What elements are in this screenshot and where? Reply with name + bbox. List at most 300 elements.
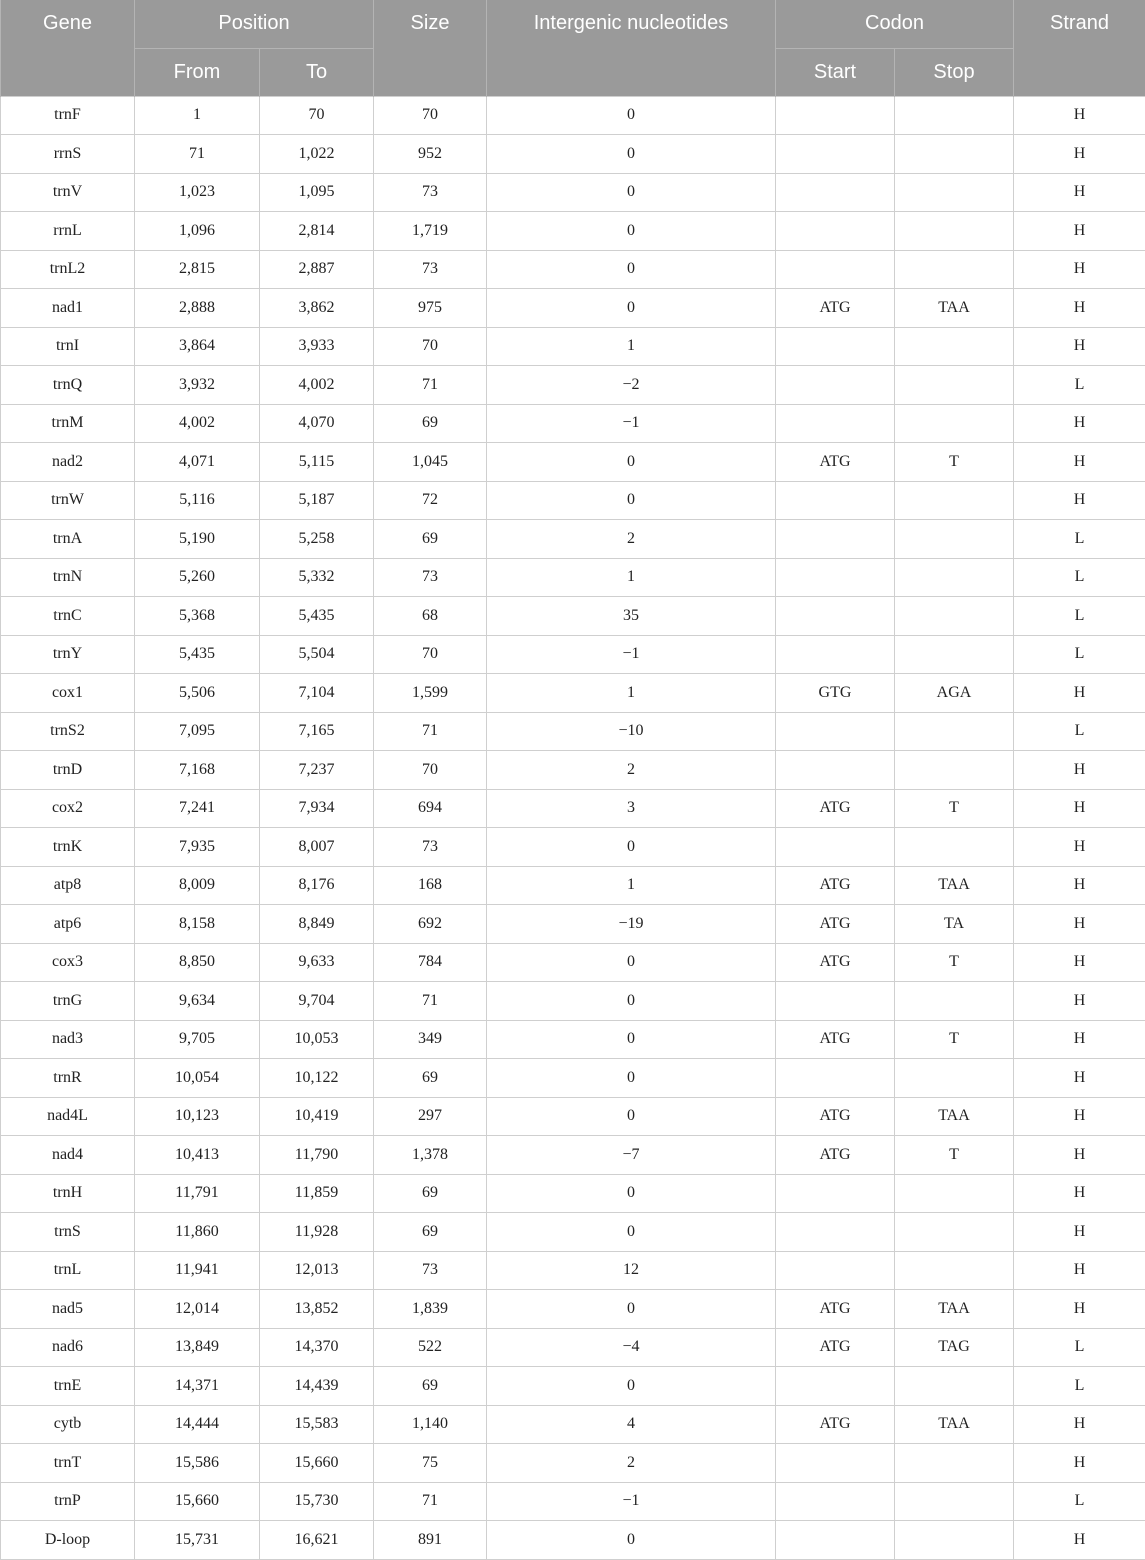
cell-from: 12,014 bbox=[135, 1290, 260, 1329]
cell-stop bbox=[895, 1174, 1014, 1213]
cell-size: 73 bbox=[374, 250, 487, 289]
cell-size: 297 bbox=[374, 1097, 487, 1136]
cell-size: 69 bbox=[374, 520, 487, 559]
cell-start bbox=[776, 558, 895, 597]
cell-stop: TAA bbox=[895, 1097, 1014, 1136]
cell-gene: trnR bbox=[1, 1059, 135, 1098]
table-row bbox=[1, 674, 1145, 713]
header-size: Size bbox=[374, 0, 487, 96]
cell-to: 1,022 bbox=[260, 135, 374, 174]
table-row bbox=[1, 1213, 1145, 1252]
cell-size: 952 bbox=[374, 135, 487, 174]
cell-from: 13,849 bbox=[135, 1328, 260, 1367]
cell-intergenic: 2 bbox=[487, 520, 776, 559]
cell-size: 73 bbox=[374, 173, 487, 212]
cell-intergenic: −10 bbox=[487, 712, 776, 751]
cell-intergenic: 0 bbox=[487, 1521, 776, 1560]
cell-intergenic: −1 bbox=[487, 635, 776, 674]
cell-strand: L bbox=[1014, 635, 1145, 674]
cell-stop: TAA bbox=[895, 1405, 1014, 1444]
header-position: Position bbox=[135, 0, 374, 48]
header-to: To bbox=[260, 48, 374, 96]
table-row bbox=[1, 481, 1145, 520]
table-row bbox=[1, 1405, 1145, 1444]
cell-stop bbox=[895, 135, 1014, 174]
cell-from: 2,815 bbox=[135, 250, 260, 289]
cell-size: 70 bbox=[374, 327, 487, 366]
cell-strand: L bbox=[1014, 1367, 1145, 1406]
cell-strand: H bbox=[1014, 1290, 1145, 1329]
cell-gene: trnA bbox=[1, 520, 135, 559]
cell-strand: H bbox=[1014, 250, 1145, 289]
cell-stop bbox=[895, 366, 1014, 405]
cell-intergenic: 35 bbox=[487, 597, 776, 636]
cell-start: ATG bbox=[776, 1097, 895, 1136]
table-row bbox=[1, 1097, 1145, 1136]
cell-size: 1,719 bbox=[374, 212, 487, 251]
cell-stop bbox=[895, 404, 1014, 443]
cell-gene: trnT bbox=[1, 1444, 135, 1483]
cell-from: 14,371 bbox=[135, 1367, 260, 1406]
header-start: Start bbox=[776, 48, 895, 96]
cell-intergenic: 0 bbox=[487, 828, 776, 867]
cell-to: 8,849 bbox=[260, 905, 374, 944]
table-row bbox=[1, 250, 1145, 289]
cell-stop bbox=[895, 558, 1014, 597]
cell-start bbox=[776, 327, 895, 366]
cell-gene: trnI bbox=[1, 327, 135, 366]
cell-from: 5,506 bbox=[135, 674, 260, 713]
cell-start bbox=[776, 96, 895, 135]
cell-size: 1,045 bbox=[374, 443, 487, 482]
cell-from: 1 bbox=[135, 96, 260, 135]
cell-start bbox=[776, 481, 895, 520]
cell-gene: nad2 bbox=[1, 443, 135, 482]
cell-gene: trnG bbox=[1, 982, 135, 1021]
cell-gene: trnM bbox=[1, 404, 135, 443]
cell-size: 168 bbox=[374, 866, 487, 905]
cell-stop bbox=[895, 520, 1014, 559]
cell-gene: nad4L bbox=[1, 1097, 135, 1136]
cell-from: 8,850 bbox=[135, 943, 260, 982]
table-row bbox=[1, 135, 1145, 174]
cell-to: 5,258 bbox=[260, 520, 374, 559]
cell-from: 5,368 bbox=[135, 597, 260, 636]
cell-from: 11,860 bbox=[135, 1213, 260, 1252]
cell-to: 9,704 bbox=[260, 982, 374, 1021]
cell-intergenic: 12 bbox=[487, 1251, 776, 1290]
cell-from: 7,241 bbox=[135, 789, 260, 828]
cell-strand: H bbox=[1014, 443, 1145, 482]
cell-strand: L bbox=[1014, 366, 1145, 405]
cell-size: 72 bbox=[374, 481, 487, 520]
cell-gene: trnP bbox=[1, 1482, 135, 1521]
cell-to: 7,104 bbox=[260, 674, 374, 713]
cell-strand: H bbox=[1014, 1251, 1145, 1290]
cell-gene: trnN bbox=[1, 558, 135, 597]
cell-stop bbox=[895, 481, 1014, 520]
cell-to: 14,439 bbox=[260, 1367, 374, 1406]
cell-gene: trnF bbox=[1, 96, 135, 135]
cell-start bbox=[776, 1444, 895, 1483]
cell-from: 10,123 bbox=[135, 1097, 260, 1136]
cell-stop bbox=[895, 1367, 1014, 1406]
cell-stop bbox=[895, 250, 1014, 289]
cell-gene: D-loop bbox=[1, 1521, 135, 1560]
table-row bbox=[1, 289, 1145, 328]
cell-strand: H bbox=[1014, 289, 1145, 328]
cell-size: 73 bbox=[374, 1251, 487, 1290]
cell-to: 70 bbox=[260, 96, 374, 135]
cell-to: 10,122 bbox=[260, 1059, 374, 1098]
table-row bbox=[1, 558, 1145, 597]
cell-gene: nad4 bbox=[1, 1136, 135, 1175]
cell-intergenic: 1 bbox=[487, 866, 776, 905]
cell-intergenic: 0 bbox=[487, 1020, 776, 1059]
cell-from: 4,071 bbox=[135, 443, 260, 482]
cell-stop: TA bbox=[895, 905, 1014, 944]
table-row bbox=[1, 1328, 1145, 1367]
cell-from: 2,888 bbox=[135, 289, 260, 328]
cell-to: 1,095 bbox=[260, 173, 374, 212]
cell-to: 7,934 bbox=[260, 789, 374, 828]
table-row bbox=[1, 327, 1145, 366]
cell-size: 1,378 bbox=[374, 1136, 487, 1175]
cell-to: 8,176 bbox=[260, 866, 374, 905]
cell-strand: H bbox=[1014, 481, 1145, 520]
cell-start: ATG bbox=[776, 1290, 895, 1329]
cell-gene: trnL bbox=[1, 1251, 135, 1290]
cell-from: 4,002 bbox=[135, 404, 260, 443]
cell-intergenic: −7 bbox=[487, 1136, 776, 1175]
cell-from: 7,095 bbox=[135, 712, 260, 751]
cell-gene: trnY bbox=[1, 635, 135, 674]
cell-gene: trnL2 bbox=[1, 250, 135, 289]
cell-gene: trnQ bbox=[1, 366, 135, 405]
table-row bbox=[1, 982, 1145, 1021]
table-body bbox=[1, 96, 1145, 1559]
cell-start bbox=[776, 212, 895, 251]
cell-from: 7,935 bbox=[135, 828, 260, 867]
cell-start bbox=[776, 173, 895, 212]
cell-to: 15,730 bbox=[260, 1482, 374, 1521]
table-row bbox=[1, 1521, 1145, 1560]
cell-intergenic: 0 bbox=[487, 1174, 776, 1213]
cell-start: GTG bbox=[776, 674, 895, 713]
table-row bbox=[1, 96, 1145, 135]
cell-strand: H bbox=[1014, 1020, 1145, 1059]
cell-intergenic: 0 bbox=[487, 481, 776, 520]
cell-strand: H bbox=[1014, 212, 1145, 251]
cell-from: 1,096 bbox=[135, 212, 260, 251]
cell-size: 73 bbox=[374, 558, 487, 597]
cell-strand: L bbox=[1014, 520, 1145, 559]
cell-strand: H bbox=[1014, 905, 1145, 944]
cell-size: 71 bbox=[374, 982, 487, 1021]
cell-intergenic: −1 bbox=[487, 1482, 776, 1521]
cell-start bbox=[776, 1521, 895, 1560]
cell-size: 68 bbox=[374, 597, 487, 636]
cell-intergenic: −4 bbox=[487, 1328, 776, 1367]
cell-intergenic: 0 bbox=[487, 1059, 776, 1098]
cell-strand: H bbox=[1014, 96, 1145, 135]
cell-strand: L bbox=[1014, 1328, 1145, 1367]
cell-strand: H bbox=[1014, 789, 1145, 828]
cell-from: 8,158 bbox=[135, 905, 260, 944]
cell-from: 10,413 bbox=[135, 1136, 260, 1175]
cell-intergenic: 0 bbox=[487, 443, 776, 482]
cell-to: 5,504 bbox=[260, 635, 374, 674]
cell-strand: H bbox=[1014, 1097, 1145, 1136]
cell-size: 70 bbox=[374, 96, 487, 135]
table-row bbox=[1, 366, 1145, 405]
cell-gene: nad5 bbox=[1, 1290, 135, 1329]
header-stop: Stop bbox=[895, 48, 1014, 96]
cell-start bbox=[776, 1059, 895, 1098]
cell-size: 69 bbox=[374, 1174, 487, 1213]
cell-start: ATG bbox=[776, 943, 895, 982]
cell-from: 9,634 bbox=[135, 982, 260, 1021]
cell-stop: T bbox=[895, 1136, 1014, 1175]
cell-intergenic: 0 bbox=[487, 1290, 776, 1329]
cell-stop bbox=[895, 635, 1014, 674]
cell-to: 2,887 bbox=[260, 250, 374, 289]
cell-strand: H bbox=[1014, 1521, 1145, 1560]
cell-to: 14,370 bbox=[260, 1328, 374, 1367]
cell-gene: rrnS bbox=[1, 135, 135, 174]
cell-from: 10,054 bbox=[135, 1059, 260, 1098]
cell-gene: cox2 bbox=[1, 789, 135, 828]
cell-intergenic: 4 bbox=[487, 1405, 776, 1444]
table-row bbox=[1, 1136, 1145, 1175]
cell-start bbox=[776, 366, 895, 405]
cell-to: 9,633 bbox=[260, 943, 374, 982]
cell-from: 11,791 bbox=[135, 1174, 260, 1213]
cell-from: 1,023 bbox=[135, 173, 260, 212]
cell-intergenic: 0 bbox=[487, 1097, 776, 1136]
cell-size: 784 bbox=[374, 943, 487, 982]
cell-to: 4,002 bbox=[260, 366, 374, 405]
cell-strand: H bbox=[1014, 1213, 1145, 1252]
cell-from: 7,168 bbox=[135, 751, 260, 790]
cell-strand: H bbox=[1014, 404, 1145, 443]
cell-intergenic: 0 bbox=[487, 173, 776, 212]
cell-stop bbox=[895, 1251, 1014, 1290]
cell-strand: H bbox=[1014, 674, 1145, 713]
cell-gene: trnV bbox=[1, 173, 135, 212]
cell-gene: atp6 bbox=[1, 905, 135, 944]
cell-stop bbox=[895, 982, 1014, 1021]
cell-intergenic: −1 bbox=[487, 404, 776, 443]
cell-stop bbox=[895, 597, 1014, 636]
cell-stop: TAG bbox=[895, 1328, 1014, 1367]
header-codon: Codon bbox=[776, 0, 1014, 48]
cell-stop bbox=[895, 212, 1014, 251]
cell-from: 15,660 bbox=[135, 1482, 260, 1521]
cell-stop: TAA bbox=[895, 1290, 1014, 1329]
table-row bbox=[1, 1367, 1145, 1406]
cell-to: 4,070 bbox=[260, 404, 374, 443]
cell-size: 1,599 bbox=[374, 674, 487, 713]
cell-gene: cox3 bbox=[1, 943, 135, 982]
cell-size: 891 bbox=[374, 1521, 487, 1560]
cell-intergenic: −2 bbox=[487, 366, 776, 405]
table-row bbox=[1, 1482, 1145, 1521]
cell-intergenic: 0 bbox=[487, 96, 776, 135]
cell-size: 692 bbox=[374, 905, 487, 944]
cell-from: 5,435 bbox=[135, 635, 260, 674]
header-from: From bbox=[135, 48, 260, 96]
cell-stop bbox=[895, 1213, 1014, 1252]
cell-strand: H bbox=[1014, 1059, 1145, 1098]
table-row bbox=[1, 1251, 1145, 1290]
cell-to: 11,859 bbox=[260, 1174, 374, 1213]
cell-from: 71 bbox=[135, 135, 260, 174]
cell-stop: TAA bbox=[895, 866, 1014, 905]
cell-gene: trnK bbox=[1, 828, 135, 867]
cell-stop bbox=[895, 173, 1014, 212]
cell-to: 5,115 bbox=[260, 443, 374, 482]
table-row bbox=[1, 173, 1145, 212]
cell-intergenic: 1 bbox=[487, 674, 776, 713]
cell-start bbox=[776, 828, 895, 867]
cell-from: 9,705 bbox=[135, 1020, 260, 1059]
cell-gene: cox1 bbox=[1, 674, 135, 713]
table-row bbox=[1, 635, 1145, 674]
cell-from: 3,864 bbox=[135, 327, 260, 366]
cell-start bbox=[776, 1174, 895, 1213]
table-row bbox=[1, 597, 1145, 636]
cell-size: 70 bbox=[374, 751, 487, 790]
cell-stop bbox=[895, 1059, 1014, 1098]
cell-from: 14,444 bbox=[135, 1405, 260, 1444]
table-row bbox=[1, 1174, 1145, 1213]
table-row bbox=[1, 1290, 1145, 1329]
cell-start bbox=[776, 1213, 895, 1252]
cell-from: 5,190 bbox=[135, 520, 260, 559]
cell-intergenic: 0 bbox=[487, 289, 776, 328]
cell-strand: H bbox=[1014, 1174, 1145, 1213]
cell-to: 5,332 bbox=[260, 558, 374, 597]
cell-from: 11,941 bbox=[135, 1251, 260, 1290]
cell-size: 975 bbox=[374, 289, 487, 328]
cell-start bbox=[776, 751, 895, 790]
cell-to: 8,007 bbox=[260, 828, 374, 867]
cell-size: 71 bbox=[374, 366, 487, 405]
cell-intergenic: 0 bbox=[487, 250, 776, 289]
cell-to: 15,583 bbox=[260, 1405, 374, 1444]
cell-intergenic: 0 bbox=[487, 1213, 776, 1252]
header-strand: Strand bbox=[1014, 0, 1145, 96]
cell-strand: H bbox=[1014, 1444, 1145, 1483]
cell-size: 71 bbox=[374, 1482, 487, 1521]
cell-gene: trnC bbox=[1, 597, 135, 636]
table-row bbox=[1, 789, 1145, 828]
header-intergenic: Intergenic nucleotides bbox=[487, 0, 776, 96]
cell-start bbox=[776, 250, 895, 289]
cell-gene: trnE bbox=[1, 1367, 135, 1406]
cell-stop bbox=[895, 1444, 1014, 1483]
cell-stop bbox=[895, 96, 1014, 135]
cell-strand: L bbox=[1014, 712, 1145, 751]
cell-intergenic: 0 bbox=[487, 982, 776, 1021]
table-header bbox=[1, 0, 1145, 96]
cell-start bbox=[776, 1482, 895, 1521]
cell-size: 1,839 bbox=[374, 1290, 487, 1329]
table-row bbox=[1, 943, 1145, 982]
cell-size: 75 bbox=[374, 1444, 487, 1483]
cell-gene: nad1 bbox=[1, 289, 135, 328]
table-row bbox=[1, 712, 1145, 751]
cell-stop bbox=[895, 828, 1014, 867]
cell-size: 69 bbox=[374, 1213, 487, 1252]
cell-intergenic: 0 bbox=[487, 1367, 776, 1406]
cell-to: 10,053 bbox=[260, 1020, 374, 1059]
table-row bbox=[1, 1444, 1145, 1483]
cell-size: 694 bbox=[374, 789, 487, 828]
cell-start: ATG bbox=[776, 866, 895, 905]
cell-strand: H bbox=[1014, 1136, 1145, 1175]
cell-to: 2,814 bbox=[260, 212, 374, 251]
cell-from: 3,932 bbox=[135, 366, 260, 405]
cell-gene: trnS2 bbox=[1, 712, 135, 751]
cell-stop bbox=[895, 327, 1014, 366]
cell-start bbox=[776, 404, 895, 443]
table-row bbox=[1, 866, 1145, 905]
cell-gene: trnD bbox=[1, 751, 135, 790]
cell-intergenic: 0 bbox=[487, 212, 776, 251]
cell-to: 12,013 bbox=[260, 1251, 374, 1290]
cell-strand: H bbox=[1014, 327, 1145, 366]
cell-from: 5,116 bbox=[135, 481, 260, 520]
cell-strand: H bbox=[1014, 751, 1145, 790]
cell-from: 15,586 bbox=[135, 1444, 260, 1483]
cell-gene: rrnL bbox=[1, 212, 135, 251]
cell-gene: trnW bbox=[1, 481, 135, 520]
cell-gene: trnS bbox=[1, 1213, 135, 1252]
cell-stop: T bbox=[895, 789, 1014, 828]
cell-size: 69 bbox=[374, 1059, 487, 1098]
cell-stop bbox=[895, 1482, 1014, 1521]
cell-intergenic: 3 bbox=[487, 789, 776, 828]
cell-strand: L bbox=[1014, 597, 1145, 636]
cell-intergenic: 2 bbox=[487, 1444, 776, 1483]
cell-to: 3,933 bbox=[260, 327, 374, 366]
cell-intergenic: 0 bbox=[487, 943, 776, 982]
cell-size: 69 bbox=[374, 1367, 487, 1406]
cell-strand: H bbox=[1014, 135, 1145, 174]
cell-start: ATG bbox=[776, 443, 895, 482]
table-row bbox=[1, 443, 1145, 482]
cell-stop: TAA bbox=[895, 289, 1014, 328]
cell-to: 3,862 bbox=[260, 289, 374, 328]
cell-size: 71 bbox=[374, 712, 487, 751]
cell-size: 349 bbox=[374, 1020, 487, 1059]
cell-to: 5,435 bbox=[260, 597, 374, 636]
table-row bbox=[1, 1059, 1145, 1098]
cell-start bbox=[776, 635, 895, 674]
cell-intergenic: 0 bbox=[487, 135, 776, 174]
cell-start bbox=[776, 597, 895, 636]
cell-start: ATG bbox=[776, 1328, 895, 1367]
cell-start: ATG bbox=[776, 1020, 895, 1059]
cell-gene: atp8 bbox=[1, 866, 135, 905]
cell-stop: T bbox=[895, 443, 1014, 482]
cell-gene: nad3 bbox=[1, 1020, 135, 1059]
cell-strand: H bbox=[1014, 982, 1145, 1021]
cell-strand: H bbox=[1014, 1405, 1145, 1444]
cell-size: 73 bbox=[374, 828, 487, 867]
